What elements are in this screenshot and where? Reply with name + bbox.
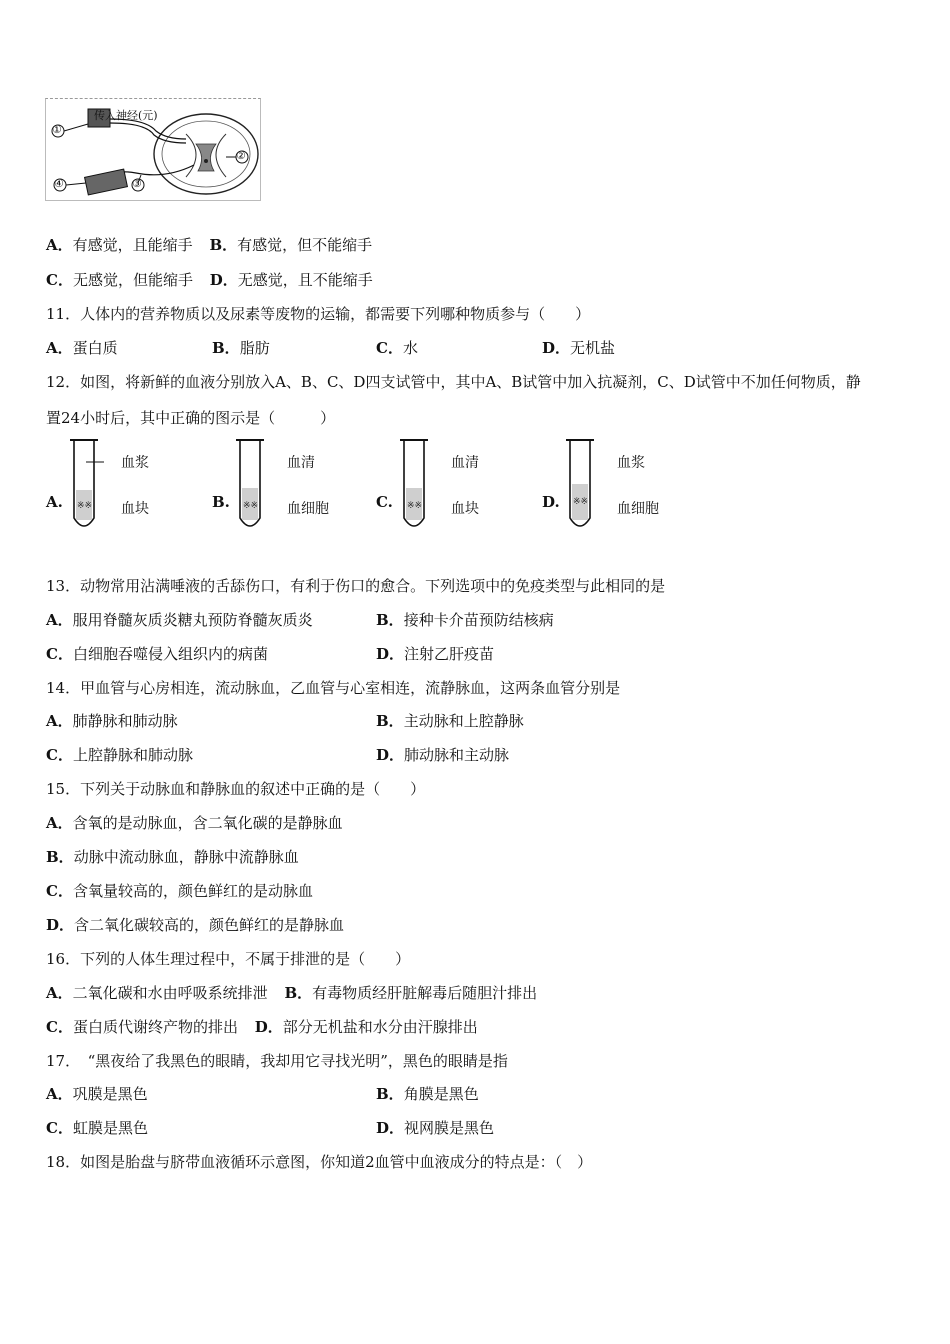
q17-stem: 17． “黑夜给了我黑色的眼睛，我却用它寻找光明”，黑色的眼睛是指 — [46, 1052, 508, 1070]
option-text: 有感觉，且能缩手 — [72, 236, 193, 254]
svg-text:※※: ※※ — [77, 501, 93, 511]
q11-option-a: A．蛋白质 — [46, 339, 118, 357]
tube-letter: A. — [46, 493, 63, 511]
q12-stem-line-2: 置24小时后，其中正确的图示是（ ） — [46, 409, 336, 427]
q12-stem-line-1: 12．如图，将新鲜的血液分别放入A、B、C、D四支试管中，其中A、B试管中加入抗凝剂，C、D试管中不加任何物质，静 — [46, 373, 861, 391]
q17-option-b: B．角膜是黑色 — [376, 1085, 479, 1103]
tube-bottom-label: 血块 — [451, 501, 479, 517]
q10-options-row-2 — [46, 270, 373, 290]
tube-top-label: 血清 — [451, 455, 479, 471]
tube-top-label: 血清 — [287, 455, 315, 471]
tube-letter: D. — [542, 493, 560, 511]
tube-bottom-label: 血块 — [121, 501, 149, 517]
q17-option-d: D．视网膜是黑色 — [376, 1119, 495, 1137]
q16-options-row-1: A．二氧化碳和水由呼吸系统排泄 B．有毒物质经肝脏解毒后随胆汁排出 — [46, 984, 538, 1002]
option-letter: A． — [46, 236, 73, 254]
q17-option-c: C．虹膜是黑色 — [46, 1119, 148, 1137]
q14-option-a: A．肺静脉和肺动脉 — [46, 712, 178, 730]
q14-option-d: D．肺动脉和主动脉 — [376, 746, 510, 764]
q15-option-d: D．含二氧化碳较高的，颜色鲜红的是静脉血 — [46, 916, 345, 934]
test-tube-a — [46, 438, 186, 538]
option-letter: D． — [209, 271, 238, 289]
q15-option-c: C．含氧量较高的，颜色鲜红的是动脉血 — [46, 882, 313, 900]
q13-option-d: D．注射乙肝疫苗 — [376, 645, 495, 663]
svg-text:※※: ※※ — [573, 497, 589, 507]
tube-letter: C. — [376, 493, 393, 511]
option-letter: C． — [46, 271, 73, 289]
reflex-arc-figure — [45, 98, 261, 201]
q15-option-b: B．动脉中流动脉血，静脉中流静脉血 — [46, 848, 299, 866]
option-letter: B． — [209, 236, 238, 254]
q13-stem: 13．动物常用沾满唾液的舌舔伤口，有利于伤口的愈合。下列选项中的免疫类型与此相同的是 — [46, 577, 666, 595]
test-tube-icon — [394, 438, 434, 538]
figure-num-3: ③ — [132, 177, 142, 190]
svg-text:※※: ※※ — [407, 501, 423, 511]
q11-option-b: B．脂肪 — [212, 339, 270, 357]
figure-label-afferent: 传入神经(元) — [94, 109, 158, 122]
tube-top-label: 血浆 — [121, 455, 149, 471]
tube-top-label: 血浆 — [617, 455, 645, 471]
tube-bottom-label: 血细胞 — [287, 501, 329, 517]
q14-option-c: C．上腔静脉和肺动脉 — [46, 746, 193, 764]
q15-option-a: A．含氧的是动脉血，含二氧化碳的是静脉血 — [46, 814, 343, 832]
q10-options-row-1 — [46, 235, 372, 255]
q16-options-row-2: C．蛋白质代谢终产物的排出 D．部分无机盐和水分由汗腺排出 — [46, 1018, 478, 1036]
q18-stem: 18．如图是胎盘与脐带血液循环示意图，你知道2血管中血液成分的特点是：（ ） — [46, 1153, 593, 1171]
q15-stem: 15．下列关于动脉血和静脉血的叙述中正确的是（ ） — [46, 780, 426, 798]
figure-num-1: ① — [52, 123, 62, 136]
tube-letter: B. — [212, 493, 230, 511]
q14-stem: 14．甲血管与心房相连，流动脉血，乙血管与心室相连，流静脉血，这两条血管分别是 — [46, 679, 621, 697]
option-text: 无感觉，但能缩手 — [72, 271, 193, 289]
test-tube-icon — [560, 438, 600, 538]
test-tube-icon — [64, 438, 104, 538]
q11-stem: 11．人体内的营养物质以及尿素等废物的运输，都需要下列哪种物质参与（ ） — [46, 305, 591, 323]
test-tube-d — [542, 438, 682, 538]
q11-option-d: D．无机盐 — [542, 339, 616, 357]
svg-text:※※: ※※ — [243, 501, 259, 511]
test-tube-icon — [230, 438, 270, 538]
q13-option-a: A．服用脊髓灰质炎糖丸预防脊髓灰质炎 — [46, 611, 313, 629]
q11-option-c: C．水 — [376, 339, 418, 357]
q13-option-b: B．接种卡介苗预防结核病 — [376, 611, 554, 629]
option-text: 无感觉，且不能缩手 — [237, 271, 373, 289]
tube-bottom-label: 血细胞 — [617, 501, 659, 517]
test-tube-c — [376, 438, 516, 538]
figure-num-2: ② — [236, 149, 246, 162]
test-tube-b — [212, 438, 352, 538]
q14-option-b: B．主动脉和上腔静脉 — [376, 712, 524, 730]
q16-stem: 16．下列的人体生理过程中，不属于排泄的是（ ） — [46, 950, 411, 968]
q17-option-a: A．巩膜是黑色 — [46, 1085, 148, 1103]
q13-option-c: C．白细胞吞噬侵入组织内的病菌 — [46, 645, 268, 663]
option-text: 有感觉，但不能缩手 — [237, 236, 373, 254]
figure-num-4: ④ — [54, 177, 64, 190]
